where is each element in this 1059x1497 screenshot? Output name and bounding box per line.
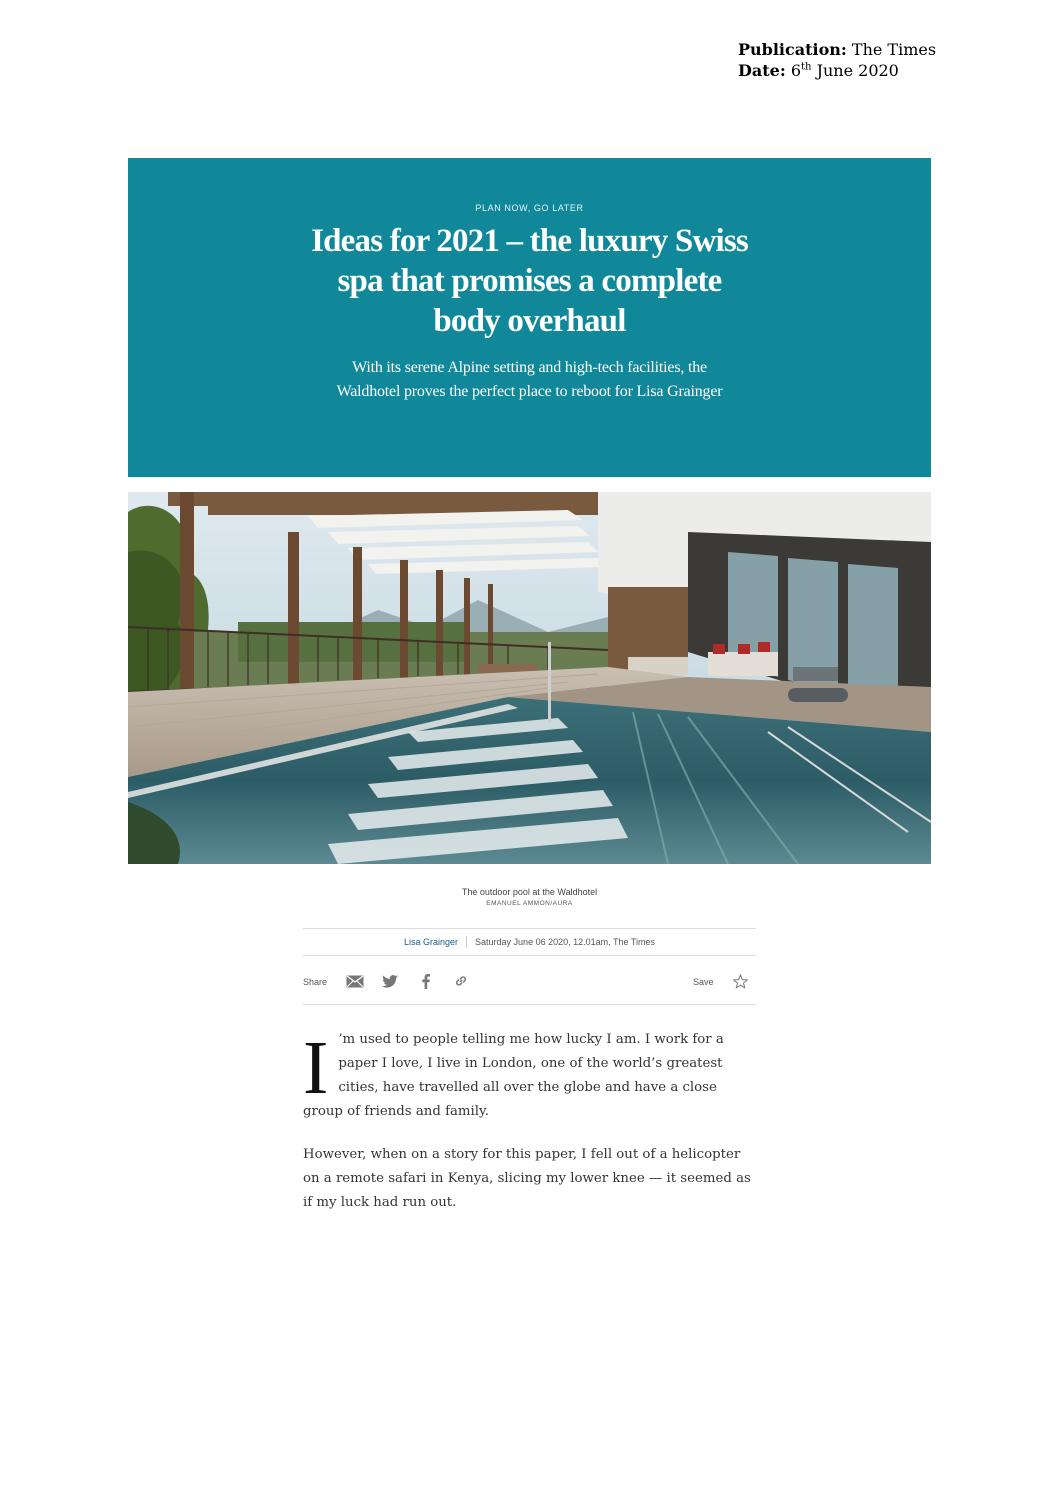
date-rest: June 2020 bbox=[816, 61, 899, 80]
twitter-icon[interactable] bbox=[380, 972, 400, 990]
publication-meta bbox=[738, 39, 936, 81]
photo-credit: EMANUEL AMMON/AURA bbox=[486, 900, 573, 907]
link-icon[interactable] bbox=[451, 972, 471, 990]
publication-line bbox=[738, 39, 936, 60]
publication-value: The Times bbox=[851, 40, 937, 59]
hero-banner bbox=[128, 158, 931, 477]
publication-label: Publication: bbox=[738, 40, 847, 59]
photo-caption bbox=[303, 886, 756, 910]
facebook-icon[interactable] bbox=[416, 972, 436, 990]
drop-cap: I bbox=[303, 1026, 329, 1110]
article-body bbox=[303, 1028, 756, 1234]
date-suffix: th bbox=[801, 61, 812, 73]
dateline: Saturday June 06 2020, 12.01am, The Times bbox=[475, 937, 655, 947]
email-icon[interactable] bbox=[345, 972, 365, 990]
date-label: Date: bbox=[738, 61, 786, 80]
pool-illustration bbox=[128, 492, 931, 864]
byline-divider bbox=[466, 936, 467, 948]
paragraph-1-text: ’m used to people telling me how lucky I am. I work for a paper I love, I live in London, one of the world’s greatest cities, have travelled all over the globe and have a close group of friends and family. bbox=[303, 1032, 724, 1119]
share-bar bbox=[303, 957, 756, 1005]
paragraph-1 bbox=[303, 1028, 756, 1124]
paragraph-2: However, when on a story for this paper, I fell out of a helicopter on a remote safari in Kenya, slicing my lower knee — it seemed as if my luck had run out. bbox=[303, 1147, 751, 1210]
author-link[interactable]: Lisa Grainger bbox=[404, 937, 459, 947]
caption-text: The outdoor pool at the Waldhotel bbox=[461, 887, 598, 897]
headline: Ideas for 2021 – the luxury Swiss spa that promises a complete body overhaul bbox=[311, 223, 748, 339]
byline-row bbox=[303, 928, 756, 956]
date-day: 6 bbox=[790, 61, 801, 80]
kicker: PLAN NOW, GO LATER bbox=[475, 203, 584, 213]
date-line bbox=[738, 60, 936, 81]
save-label[interactable]: Save bbox=[693, 977, 714, 987]
hero-photo bbox=[128, 492, 931, 864]
share-label: Share bbox=[303, 977, 328, 987]
standfirst: With its serene Alpine setting and high-tech facilities, the Waldhotel proves the perfect place to reboot for Lisa Grainger bbox=[336, 359, 723, 400]
star-icon[interactable] bbox=[730, 972, 750, 990]
